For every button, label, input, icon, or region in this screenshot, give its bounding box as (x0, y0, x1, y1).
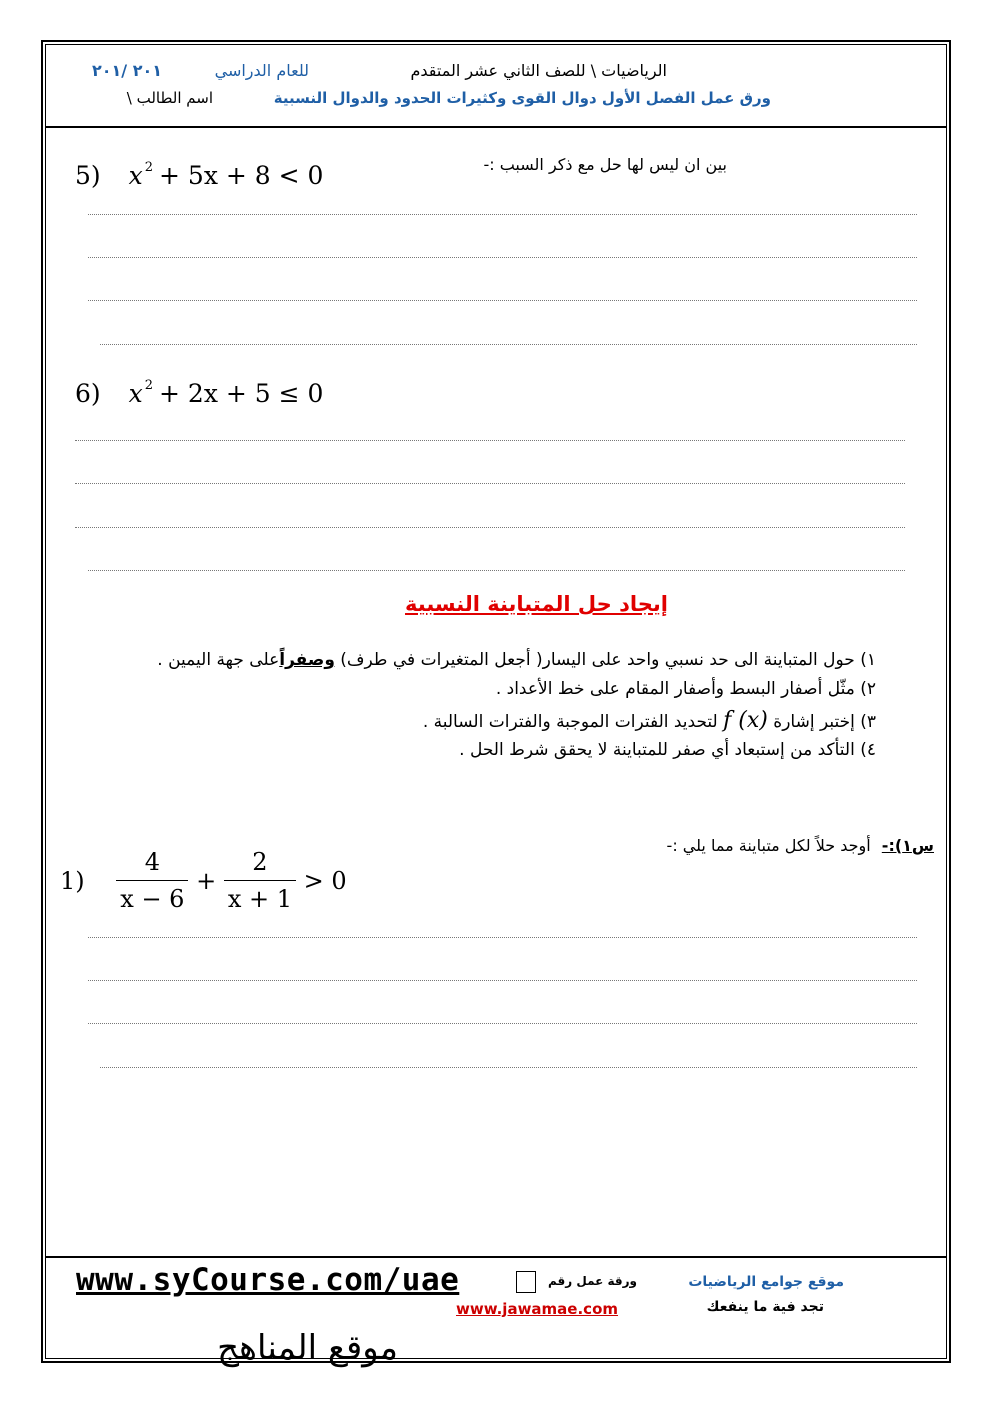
question-1-header (667, 836, 934, 855)
problem-5-number: 5) (75, 161, 101, 190)
step-1-text: ١) حول المتباينة الى حد نسبي واحد على اليسار( أجعل المتغيرات في طرف) (340, 650, 876, 670)
problem-6 (75, 378, 323, 408)
plus-sign: + (196, 866, 217, 895)
problem-6-variable: x (128, 379, 143, 408)
question-1-label: س١):- (881, 836, 934, 855)
step-1 (157, 650, 876, 670)
problem-5-variable: x (128, 161, 143, 190)
header-academic-year-label: للعام الدراسي (214, 61, 309, 80)
worksheet-title: ورق عمل الفصل الأول دوال القوى وكثيرات الحدود والدوال النسبية (273, 89, 771, 107)
step-1-end: على جهة اليمين . (157, 650, 280, 670)
question-1-instruction: أوجد حلاً لكل متباينة مما يلي :- (666, 836, 871, 855)
step-4: ٤) التأكد من إستبعاد أي صفر للمتباينة لا يحقق شرط الحل . (459, 740, 876, 760)
header-subject-line: الرياضيات \ للصف الثاني عشر المتقدم (410, 61, 667, 80)
answer-line (75, 483, 905, 484)
fraction-1-numerator: 4 (144, 848, 160, 876)
bottom-watermark: موقع المناهج (217, 1328, 398, 1368)
header-year-value: ٢٠١ /٢٠١ (92, 61, 163, 80)
site-tagline: تجد فية ما ينفعك (706, 1299, 824, 1315)
step-3-text: ٣) إختبر إشارة (773, 712, 876, 732)
problem-6-exponent: 2 (144, 378, 154, 393)
jawamae-link[interactable]: www.jawamae.com (456, 1300, 619, 1318)
header-divider (45, 126, 947, 128)
inequality-rhs: > 0 (303, 866, 347, 895)
fraction-1 (116, 848, 188, 913)
step-3-end: لتحديد الفترات الموجبة والفترات السالبة . (422, 712, 718, 732)
problem-6-number: 6) (75, 379, 101, 408)
fraction-1-denominator: x − 6 (116, 880, 188, 913)
problem-5 (75, 160, 323, 190)
answer-line (88, 1023, 917, 1024)
answer-line (88, 937, 917, 938)
problem-5-exponent: 2 (144, 160, 154, 175)
step-3 (423, 708, 876, 733)
answer-line (100, 1067, 917, 1068)
site-name: موقع جوامع الرياضيات (688, 1274, 844, 1290)
problem-6-rest: + 2x + 5 ≤ 0 (159, 379, 324, 408)
instruction-no-solution: بين ان ليس لها حل مع ذكر السبب :- (483, 155, 727, 174)
answer-line (88, 980, 917, 981)
fraction-2-numerator: 2 (252, 848, 268, 876)
step-2: ٢) مثّل أصفار البسط وأصفار المقام على خط الأعداد . (495, 679, 876, 699)
answer-line (88, 257, 917, 258)
worksheet-number-label: ورقة عمل رقم (548, 1274, 637, 1288)
answer-line (88, 570, 905, 571)
step-3-function: f (x) (723, 708, 768, 733)
problem-5-rest: + 5x + 8 < 0 (159, 161, 324, 190)
site-watermark: www.syCourse.com/uae (76, 1262, 460, 1298)
problem-1-number: 1) (60, 866, 85, 895)
fraction-2-denominator: x + 1 (224, 880, 296, 913)
answer-line (75, 527, 905, 528)
footer-divider (45, 1256, 947, 1258)
answer-line (75, 440, 905, 441)
student-name-label: اسم الطالب \ (126, 89, 213, 107)
page-border-inner (45, 44, 947, 1359)
answer-line (88, 300, 917, 301)
question-1-problem-1 (60, 848, 347, 913)
answer-line (100, 344, 917, 345)
answer-line (88, 214, 917, 215)
fraction-2 (224, 848, 296, 913)
step-1-emphasis: وصفراً (279, 650, 335, 670)
worksheet-number-box (516, 1271, 536, 1293)
section-heading: إيجاد حل المتباينة النسبية (405, 592, 668, 616)
